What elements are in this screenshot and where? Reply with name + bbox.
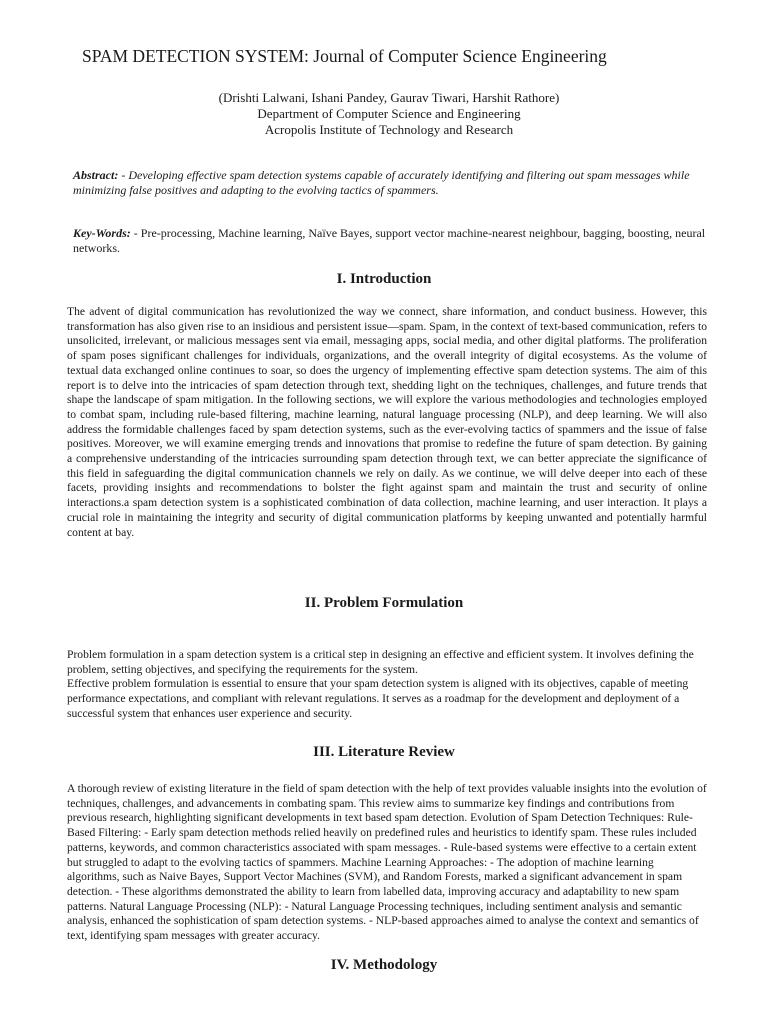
- introduction-body: The advent of digital communication has revolutionized the way we connect, share information, and conduct business. However, this transformation has also given rise to an insidious and persistent issue—spam. Spam, in the context of text-based communication, refers to unsolicited, irrelevant, or malicious messages sent via email, messaging apps, social media, and other digital platforms. The proliferation of spam poses significant challenges for individuals, organizations, and the overall integrity of digital ecosystems. As the volume of textual data exchanged online continues to soar, so does the urgency of implementing effective spam detection systems. The aim of this report is to delve into the intricacies of spam detection through text, shedding light on the techniques, challenges, and future trends that shape the landscape of spam mitigation. In the following sections, we will explore the various methodologies and technologies employed to combat spam, including rule-based filtering, machine learning, natural language processing (NLP), and deep learning. We will also address the formidable challenges faced by spam detection systems, such as the ever-evolving tactics of spammers and the issue of false positives. Moreover, we will examine emerging trends and innovations that promise to redefine the future of spam detection. By gaining a comprehensive understanding of the intricacies surrounding spam detection through text, we can better appreciate the significance of this field in safeguarding the digital communication channels we rely on daily. As we continue, we will delve deeper into each of these facets, providing insights and recommendations to bolster the fight against spam and maintain the trust and security of online interactions.a spam detection system is a sophisticated combination of data collection, machine learning, and user interaction. It plays a crucial role in maintaining the integrity and security of digital communication platforms by keeping unwanted and potentially harmful content at bay.: [67, 305, 707, 539]
- keywords-label: Key-Words:: [73, 226, 131, 240]
- section-heading-literature-review: III. Literature Review: [313, 744, 455, 760]
- abstract-text: - Developing effective spam detection systems capable of accurately identifying and filtering out spam messages while minimizing false positives and adapting to the evolving tactics of spammers.: [73, 168, 690, 197]
- abstract-label: Abstract:: [73, 168, 119, 182]
- literature-review-body: A thorough review of existing literature in the field of spam detection with the help of text provides valuable insights into the evolution of techniques, challenges, and advancements in combating spam. This review aims to summarize key findings and contributions from previous research, highlighting significant developments in text based spam detection. Evolution of Spam Detection Techniques: Rule-Based Filtering: - Early spam detection methods relied heavily on predefined rules and heuristics to identify spam. These rules included patterns, keywords, and common characteristics associated with spam messages. - Rule-based systems were effective to a certain extent but struggled to adapt to the evolving tactics of spammers. Machine Learning Approaches: - The adoption of machine learning algorithms, such as Naive Bayes, Support Vector Machines (SVM), and Random Forests, marked a significant advancement in spam detection. - These algorithms demonstrated the ability to learn from labelled data, improving accuracy and adaptability to new spam patterns. Natural Language Processing (NLP): - Natural Language Processing techniques, including sentiment analysis and semantic analysis, enhanced the sophistication of spam detection systems. - NLP-based approaches aimed to analyse the context and semantics of text, identifying spam messages with greater accuracy.: [67, 782, 707, 943]
- paper-title: SPAM DETECTION SYSTEM: Journal of Computer Science Engineering: [82, 46, 607, 66]
- institute: Acropolis Institute of Technology and Research: [264, 122, 514, 137]
- author-names: (Drishti Lalwani, Ishani Pandey, Gaurav Tiwari, Harshit Rathore): [218, 90, 560, 105]
- abstract: [73, 168, 713, 197]
- problem-formulation-body: [67, 648, 707, 722]
- section-heading-methodology: IV. Methodology: [330, 957, 438, 973]
- problem-paragraph-1: Problem formulation in a spam detection system is a critical step in designing an effective and efficient system. It involves defining the problem, setting objectives, and specifying the requirements for the system.: [67, 648, 694, 676]
- section-heading-problem-formulation: II. Problem Formulation: [304, 595, 464, 611]
- department: Department of Computer Science and Engineering: [257, 106, 521, 121]
- keywords: [73, 226, 713, 255]
- section-heading-introduction: I. Introduction: [336, 271, 432, 287]
- problem-paragraph-2: Effective problem formulation is essential to ensure that your spam detection system is aligned with its objectives, capable of meeting performance expectations, and compliant with relevant regulations. It serves as a roadmap for the development and deployment of a successful system that enhances user experience and security.: [67, 677, 689, 720]
- author-block: [0, 90, 768, 138]
- keywords-text: - Pre-processing, Machine learning, Naïve Bayes, support vector machine-nearest neighbour, bagging, boosting, neural networks.: [73, 226, 706, 255]
